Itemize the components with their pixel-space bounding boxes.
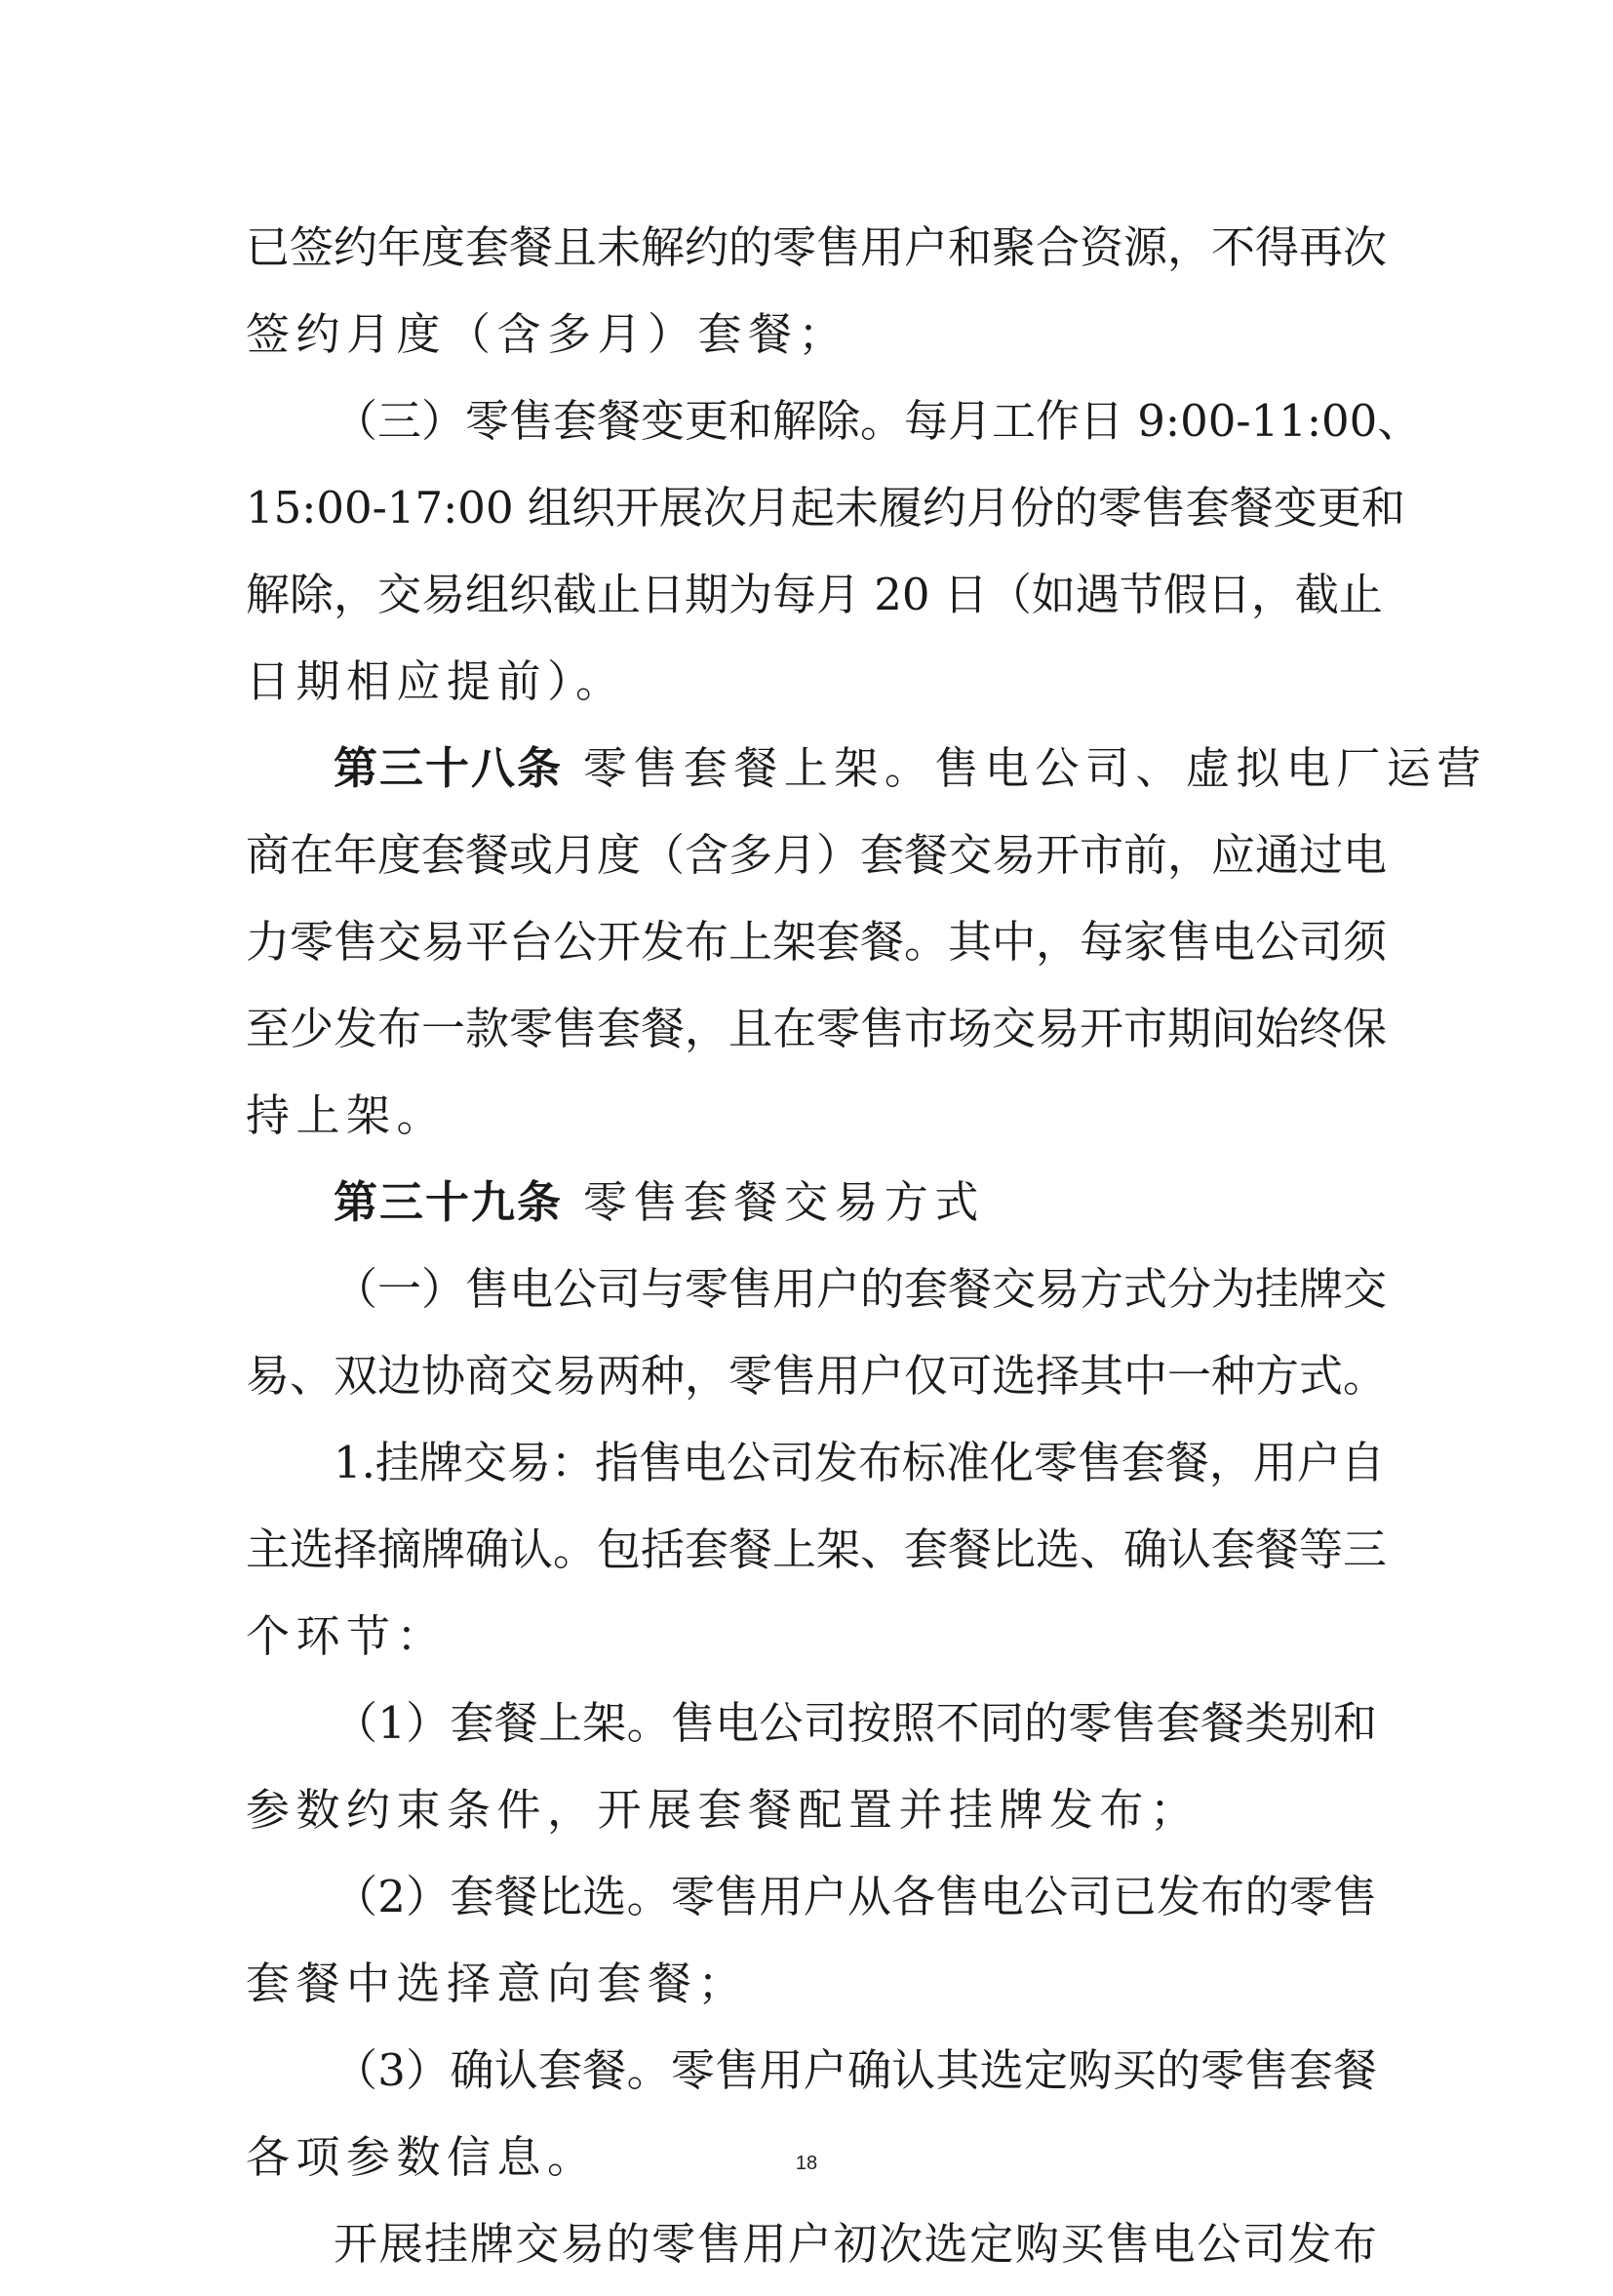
text-line: 签约月度（含多月）套餐；	[246, 308, 849, 360]
article-39-heading: 第三十九条	[334, 1176, 564, 1228]
article-39-first-line	[246, 1168, 1377, 1254]
text-line: （一）售电公司与零售用户的套餐交易方式分为挂牌交	[334, 1263, 1388, 1315]
page-number: 18	[795, 2153, 818, 2174]
text-line: 易、双边协商交易两种，零售用户仅可选择其中一种方式。	[246, 1350, 1388, 1402]
text-line: 力零售交易平台公开发布上架套餐。其中，每家售电公司须	[246, 916, 1388, 968]
text-line: 已签约年度套餐且未解约的零售用户和聚合资源，不得再次	[246, 221, 1388, 273]
text-line: （3）确认套餐。零售用户确认其选定购买的零售套餐	[334, 2044, 1377, 2096]
text-line: （1）套餐上架。售电公司按照不同的零售套餐类别和	[334, 1697, 1377, 1749]
text-line: 参数约束条件，开展套餐配置并挂牌发布；	[246, 1784, 1200, 1836]
text-line: （2）套餐比选。零售用户从各售电公司已发布的零售	[334, 1871, 1377, 1922]
text-line: 日期相应提前）。	[246, 655, 626, 707]
article-38-first-line	[246, 733, 1487, 820]
article-39-text: 零售套餐交易方式	[582, 1176, 985, 1228]
text-line: 各项参数信息。	[246, 2131, 598, 2183]
text-line: 1.挂牌交易：指售电公司发布标准化零售套餐，用户自	[334, 1437, 1385, 1488]
text-line: 主选择摘牌确认。包括套餐上架、套餐比选、确认套餐等三	[246, 1524, 1388, 1575]
text-line: 商在年度套餐或月度（含多月）套餐交易开市前，应通过电	[246, 829, 1388, 881]
text-line: 15:00-17:00 组织开展次月起未履约月份的零售套餐变更和	[246, 482, 1405, 534]
article-38-text: 零售套餐上架。售电公司、虚拟电厂运营	[582, 742, 1487, 794]
text-line: （三）零售套餐变更和解除。每月工作日 9:00-11:00、	[334, 395, 1422, 447]
text-line: 持上架。	[246, 1089, 448, 1141]
article-38-heading: 第三十八条	[334, 742, 564, 794]
text-line: 解除，交易组织截止日期为每月 20 日（如遇节假日，截止	[246, 569, 1383, 620]
text-line: 个环节：	[246, 1610, 448, 1662]
text-line: 至少发布一款零售套餐，且在零售市场交易开市期间始终保	[246, 1003, 1388, 1054]
text-line: 开展挂牌交易的零售用户初次选定购买售电公司发布	[334, 2218, 1377, 2270]
text-line: 套餐中选择意向套餐；	[246, 1958, 749, 2009]
document-body	[246, 213, 1487, 2296]
